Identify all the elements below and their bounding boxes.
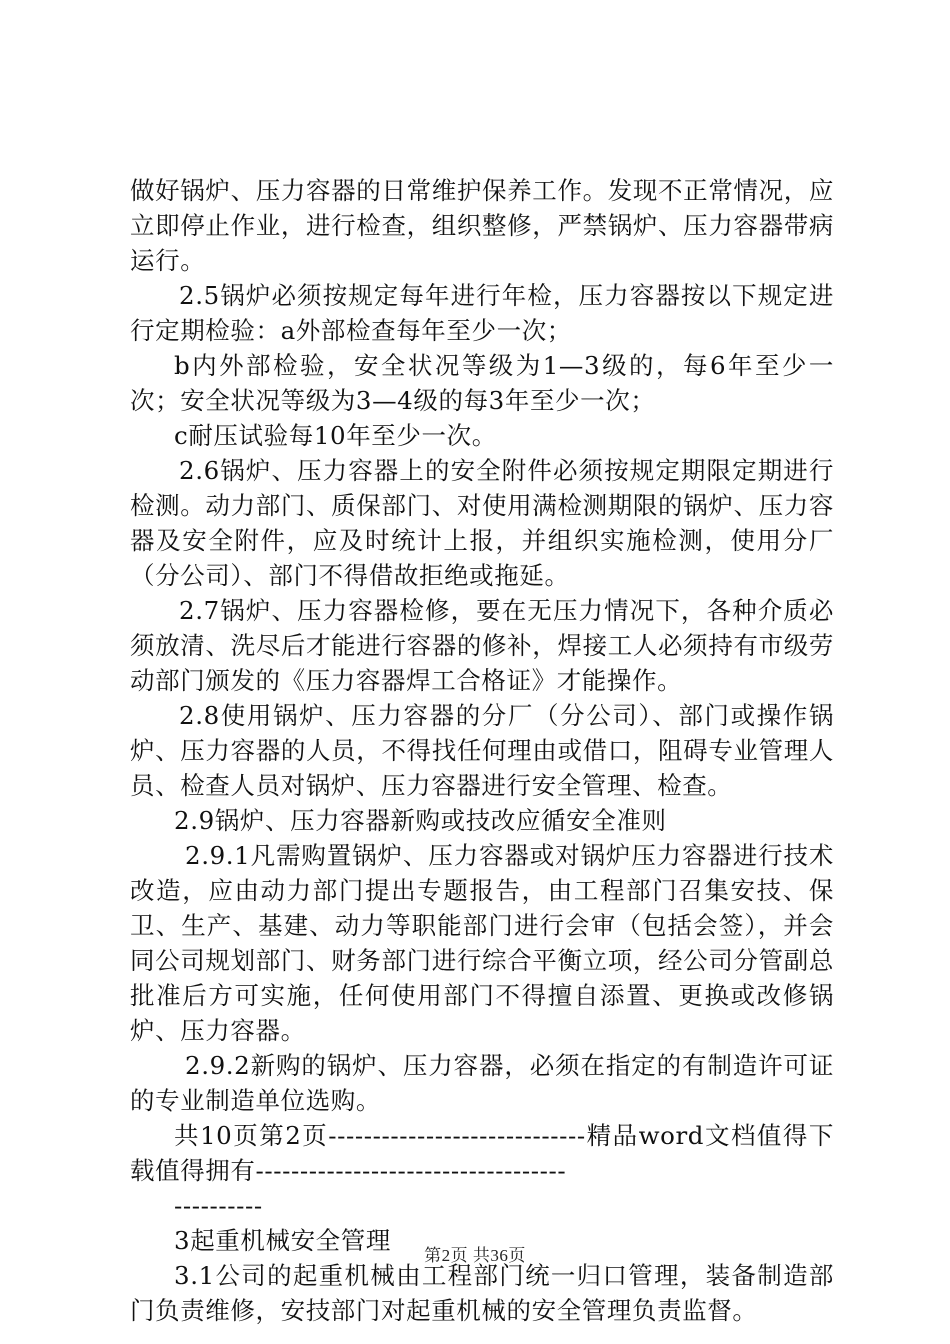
paragraph-2-7: 2.7锅炉、压力容器检修，要在无压力情况下，各种介质必须放清、洗尽后才能进行容器的修补，焊接工人必须持有市级劳动部门颁发的《压力容器焊工合格证》才能操作。 (130, 596, 834, 695)
paragraph-2-5: 2.5锅炉必须按规定每年进行年检，压力容器按以下规定进行定期检验：a外部检查每年至少一次； (130, 281, 834, 345)
paragraph-continuation: 做好锅炉、压力容器的日常维护保养工作。发现不正常情况，应立即停止作业，进行检查，组织整修，严禁锅炉、压力容器带病运行。 (130, 176, 834, 275)
paragraph-2-5-b: b内外部检验，安全状况等级为1—3级的，每6年至少一次；安全状况等级为3—4级的每3年至少一次； (130, 351, 834, 415)
paragraph-2-9-1: 2.9.1凡需购置锅炉、压力容器或对锅炉压力容器进行技术改造，应由动力部门提出专题报告，由工程部门召集安技、保卫、生产、基建、动力等职能部门进行会审（包括会签），并会同公司规划部门、财务部门进行综合平衡立项，经公司分管副总批准后方可实施，任何使用部门不得擅自添置、更换或改修锅炉、压力容器。 (130, 841, 834, 1045)
watermark-tail: ---------- (174, 1191, 263, 1220)
paragraph-2-5-c: c耐压试验每10年至少一次。 (174, 421, 497, 450)
paragraph-2-9: 2.9锅炉、压力容器新购或技改应循安全准则 (174, 806, 667, 835)
paragraph-2-9-2: 2.9.2新购的锅炉、压力容器，必须在指定的有制造许可证的专业制造单位选购。 (130, 1051, 834, 1115)
paragraph-2-6: 2.6锅炉、压力容器上的安全附件必须按规定期限定期进行检测。动力部门、质保部门、对使用满检测期限的锅炉、压力容器及安全附件，应及时统计上报，并组织实施检测，使用分厂（分公司）、部门不得借故拒绝或拖延。 (130, 456, 834, 590)
document-body (130, 173, 834, 1328)
section-heading: 3起重机械安全管理 (174, 1226, 391, 1255)
watermark-line: 共10页第2页-----------------------------精品word文档值得下载值得拥有----------------------------------- (130, 1121, 834, 1185)
paragraph-3-1: 3.1公司的起重机械由工程部门统一归口管理，装备制造部门负责维修，安技部门对起重机械的安全管理负责监督。 (130, 1261, 834, 1325)
paragraph-2-8: 2.8使用锅炉、压力容器的分厂（分公司）、部门或操作锅炉、压力容器的人员，不得找任何理由或借口，阻碍专业管理人员、检查人员对锅炉、压力容器进行安全管理、检查。 (130, 701, 834, 800)
page-number-footer: 第2页 共36页 (424, 1246, 526, 1265)
